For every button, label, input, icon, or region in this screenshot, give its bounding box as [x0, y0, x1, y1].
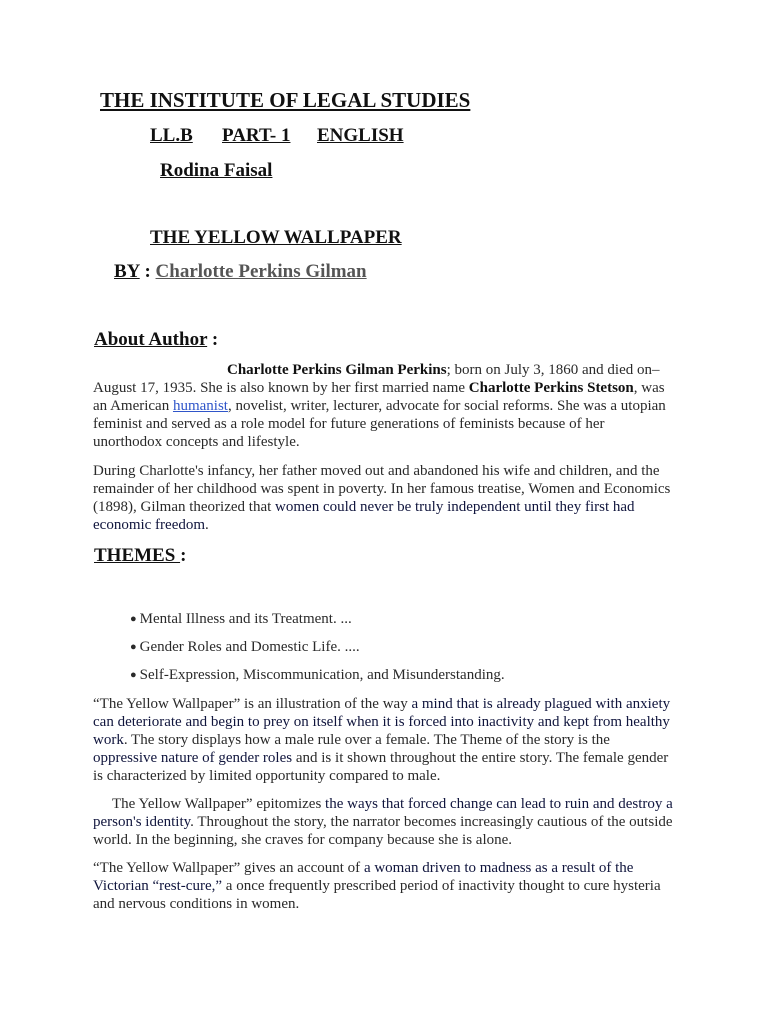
- by-colon: :: [139, 261, 156, 282]
- analysis-p1-text-3: and is it shown throughout the entire story. The female gender is characterized by limited opportunity compared to male.: [93, 750, 669, 784]
- about-p2-highlight: women could never be truly independent until they first had economic freedom: [93, 499, 635, 533]
- analysis-p2-text-1: The Yellow Wallpaper” epitomizes: [112, 796, 326, 812]
- about-p2-text-1: During Charlotte's infancy, her father moved out and abandoned his wife and children, and the remainder of her childhood was spent in poverty. In her famous treatise, Women and Economics (1898), Gilman theorized that: [93, 463, 671, 515]
- by-label: BY: [114, 261, 140, 282]
- author-full-name: Charlotte Perkins Gilman Perkins: [227, 362, 447, 378]
- humanist-link[interactable]: humanist: [172, 398, 228, 414]
- about-p1-text-3: , novelist, writer, lecturer, advocate for social reforms. She was a utopian feminist and served as a role model for future generations of feminists because of her unorthodox concepts and lifestyle.: [93, 398, 666, 450]
- analysis-p2-highlight: the ways that forced change can lead to ruin and destroy a person's identity: [93, 796, 673, 830]
- about-heading-text: About Author: [94, 329, 208, 350]
- analysis-p1-text-1: “The Yellow Wallpaper” is an illustration of the way: [93, 696, 412, 712]
- analysis-p1-highlight-1: a mind that is already plagued with anxiety can deteriorate and begin to prey on itself when it is forced into inactivity and kept from healthy work: [93, 696, 671, 748]
- student-name: Rodina Faisal: [160, 160, 273, 181]
- theme-item: [130, 667, 505, 684]
- analysis-p3-highlight: a woman driven to madness as a result of the Victorian “rest-cure,”: [93, 860, 634, 894]
- theme-item: [130, 639, 360, 656]
- themes-heading-text: THEMES: [94, 545, 181, 566]
- analysis-paragraph-3: [93, 859, 676, 913]
- theme-item: [130, 611, 352, 628]
- analysis-paragraph-1: [93, 695, 676, 785]
- analysis-p2-text-2: . Throughout the story, the narrator becomes increasingly cautious of the outside world. In the beginning, she craves for company because she is alone.: [93, 814, 673, 848]
- about-author-heading: [94, 329, 218, 351]
- about-p1-text-1: ; born on July 3, 1860 and died on– August 17, 1935. She is also known by her first married name: [93, 362, 660, 396]
- institute-title: THE INSTITUTE OF LEGAL STUDIES: [100, 88, 471, 112]
- about-p2-text-2: .: [205, 517, 209, 533]
- married-name: Charlotte Perkins Stetson: [468, 380, 634, 396]
- theme-item-text: Self-Expression, Miscommunication, and Misunderstanding.: [139, 667, 505, 683]
- themes-heading-colon: :: [180, 545, 187, 566]
- analysis-p3-text-2: a once frequently prescribed period of inactivity thought to cure hysteria and nervous conditions in women.: [93, 878, 661, 912]
- book-title: THE YELLOW WALLPAPER: [150, 227, 402, 248]
- author-line: [114, 261, 367, 283]
- bullet-icon: ●: [130, 613, 137, 625]
- analysis-paragraph-2: [93, 795, 676, 849]
- bullet-icon: ●: [130, 641, 137, 653]
- course-label: LL.B: [150, 125, 193, 146]
- about-paragraph-1: [93, 361, 676, 451]
- analysis-p1-text-2: . The story displays how a male rule over a female. The Theme of the story is the: [123, 732, 610, 748]
- part-label: PART- 1: [222, 125, 291, 146]
- themes-heading: [94, 545, 186, 567]
- analysis-p1-highlight-2: oppressive nature of gender roles: [93, 750, 293, 766]
- theme-item-text: Mental Illness and its Treatment. ...: [139, 611, 352, 627]
- analysis-p3-text-1: “The Yellow Wallpaper” gives an account of: [93, 860, 364, 876]
- subject-label: ENGLISH: [317, 125, 404, 146]
- about-p1-text-2: , was an American: [93, 380, 665, 414]
- theme-item-text: Gender Roles and Domestic Life. ....: [139, 639, 360, 655]
- bullet-icon: ●: [130, 669, 137, 681]
- about-heading-colon: :: [207, 329, 219, 350]
- author-name: Charlotte Perkins Gilman: [155, 261, 367, 282]
- about-paragraph-2: [93, 462, 676, 534]
